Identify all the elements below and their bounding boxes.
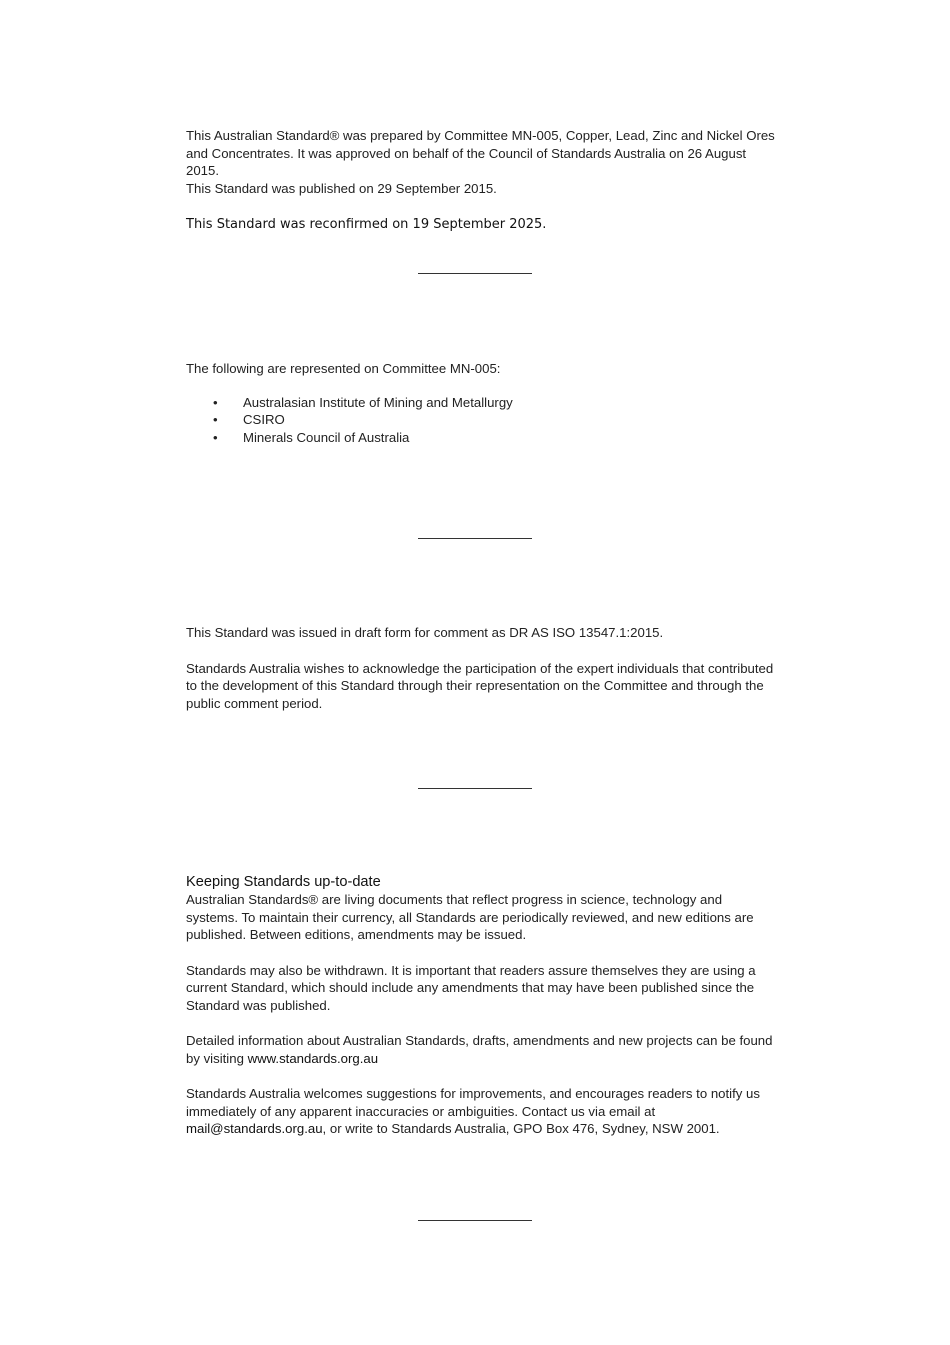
preparation-text: This Australian Standard® was prepared by Committee MN-005, Copper, Lead, Zinc and Nickel Ores and Concentrates. It was approved on behalf of the Council of Standards Australia on 26 August 2015.: [186, 128, 775, 178]
acknowledgement-text: Standards Australia wishes to acknowledge the participation of the expert individuals that contributed to the development of this Standard through their representation on the Committee and through the public comment period.: [186, 660, 774, 711]
publication-date-text: This Standard was published on 29 September 2015.: [186, 180, 497, 196]
committee-member-name: Minerals Council of Australia: [243, 429, 410, 445]
withdrawn-text: Standards may also be withdrawn. It is important that readers assure themselves they are using a current Standard, which should include any amendments that may have been published since the Standard was published.: [186, 962, 756, 1013]
contact-body: Standards Australia welcomes suggestions for improvements, and encourages readers to notify us immediately of any apparent inaccuracies or ambiguities. Contact us via email at: [186, 1086, 760, 1119]
committee-member-item: [186, 394, 776, 412]
section-divider: [418, 273, 532, 274]
website-link[interactable]: www.standards.org.au: [247, 1050, 379, 1066]
draft-section: [186, 624, 776, 712]
bullet-icon: •: [213, 412, 218, 427]
committee-member-name: CSIRO: [243, 412, 285, 427]
section-divider: [418, 538, 532, 539]
section-divider: [418, 788, 532, 789]
contact-address: , or write to Standards Australia, GPO Box 476, Sydney, NSW 2001.: [322, 1121, 720, 1136]
living-documents-text: Australian Standards® are living documents that reflect progress in science, technology and systems. To maintain their currency, all Standards are periodically reviewed, and new editions are published. Between editions, amendments may be issued.: [186, 892, 754, 942]
keeping-standards-section: [186, 873, 776, 1138]
contact-text: [186, 1085, 776, 1138]
reconfirmed-text: This Standard was reconfirmed on 19 September 2025.: [186, 217, 547, 232]
preparation-section: [186, 127, 776, 197]
bullet-icon: •: [213, 394, 218, 410]
committee-intro: The following are represented on Committee MN-005:: [186, 361, 501, 376]
draft-issued-text: This Standard was issued in draft form for comment as DR AS ISO 13547.1:2015.: [186, 625, 664, 640]
bullet-icon: •: [213, 429, 218, 445]
committee-member-item: [186, 411, 776, 429]
information-text: [186, 1032, 776, 1067]
committee-section: [186, 360, 776, 446]
information-body: Detailed information about Australian Standards, drafts, amendments and new projects can be found by visiting: [186, 1033, 773, 1066]
committee-member-name: Australasian Institute of Mining and Metallurgy: [243, 394, 513, 410]
section-divider: [418, 1220, 532, 1221]
committee-member-list: [186, 394, 776, 447]
email-link[interactable]: mail@standards.org.au: [186, 1121, 323, 1136]
section-heading: Keeping Standards up-to-date: [186, 874, 381, 890]
committee-member-item: [186, 429, 776, 447]
